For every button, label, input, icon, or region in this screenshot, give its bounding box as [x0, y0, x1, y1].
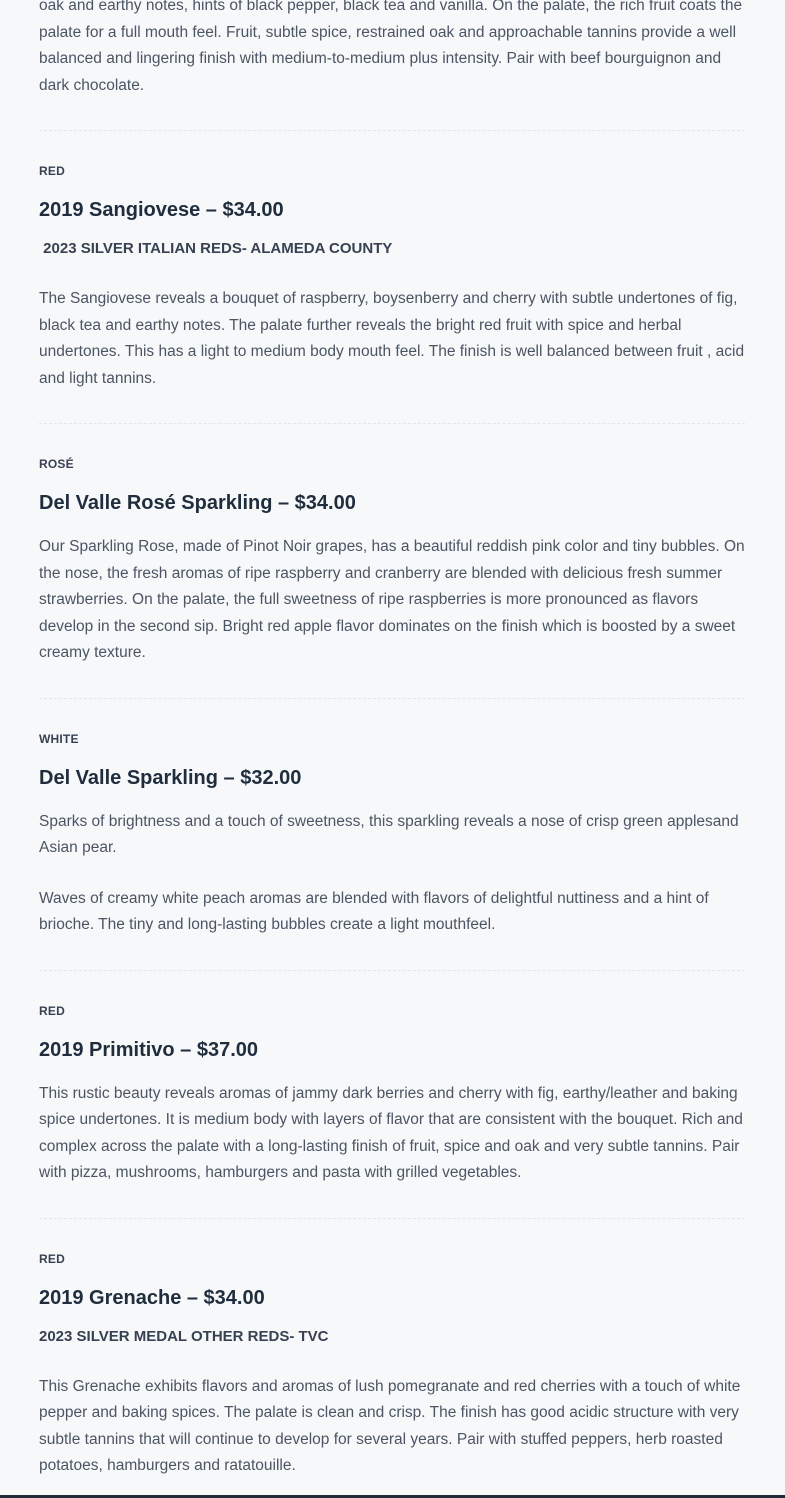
wine-description: Our Sparkling Rose, made of Pinot Noir grapes, has a beautiful reddish pink color and tiny bubbles. On the nose, the fresh aromas of ripe raspberry and cranberry are blended with delicious fresh summer strawberries. On the palate, the full sweetness of ripe raspberries is more pronounced as flavors develop in the second sip. Bright red apple flavor dominates on the finish which is boosted by a sweet creamy texture.: [39, 538, 745, 661]
wine-list: [39, 0, 745, 1480]
wine-title: Del Valle Rosé Sparkling – $34.00: [39, 492, 356, 514]
wine-card-sangiovese: [39, 131, 745, 423]
wine-category: WHITE: [39, 731, 79, 746]
wine-description: Waves of creamy white peach aromas are blended with flavors of delightful nuttiness and a hint of brioche. The tiny and long-lasting bubbles create a light mouthfeel.: [39, 889, 709, 933]
wine-category: RED: [39, 164, 65, 178]
wine-title: 2019 Grenache – $34.00: [39, 1286, 265, 1309]
wine-title: 2019 Sangiovese – $34.00: [39, 199, 284, 221]
wine-card-sparkling: [39, 699, 745, 970]
wine-title: 2019 Primitivo – $37.00: [39, 1038, 259, 1061]
wine-category: RED: [39, 1251, 65, 1266]
wine-award: 2023 SILVER ITALIAN REDS- ALAMEDA COUNTY: [39, 240, 393, 257]
wine-description: This rustic beauty reveals aromas of jammy dark berries and cherry with fig, earthy/leather and baking spice undertones. It is medium body with layers of flavor that are consistent with the bouquet. Rich and complex across the palate with a long-lasting finish of fruit, spice and oak and very subtle tannins. Pair with pizza, mushrooms, hamburgers and pasta with grilled vegetables.: [39, 1084, 743, 1181]
wine-category: ROSÉ: [39, 457, 74, 471]
wine-card-primitivo: [39, 971, 745, 1218]
previous-wine-description: oak and earthy notes, hints of black pepper, black tea and vanilla. On the palate, the rich fruit coats the palate for a full mouth feel. Fruit, subtle spice, restrained oak and approachable tannins provide a well balanced and lingering finish with medium-to-medium plus intensity. Pair with beef bourguignon and dark chocolate.: [39, 0, 743, 94]
wine-category: RED: [39, 1003, 65, 1018]
wine-card-grenache: [39, 1219, 745, 1480]
wine-title: Del Valle Sparkling – $32.00: [39, 766, 302, 789]
wine-description: This Grenache exhibits flavors and aromas of lush pomegranate and red cherries with a touch of white pepper and baking spices. The palate is clean and crisp. The finish has good acidic structure with very subtle tannins that will continue to develop for several years. Pair with stuffed peppers, herb roasted potatoes, hamburgers and ratatouille.: [39, 1377, 741, 1474]
wine-description: The Sangiovese reveals a bouquet of raspberry, boysenberry and cherry with subtle undertones of fig, black tea and earthy notes. The palate further reveals the bright red fruit with spice and herbal undertones. This has a light to medium body mouth feel. The finish is well balanced between fruit , acid and light tannins.: [39, 290, 745, 387]
wine-description: Sparks of brightness and a touch of sweetness, this sparkling reveals a nose of crisp green applesand Asian pear.: [39, 812, 739, 856]
wine-award: 2023 SILVER MEDAL OTHER REDS- TVC: [39, 1327, 329, 1345]
wine-card-rose-sparkling: [39, 424, 745, 698]
